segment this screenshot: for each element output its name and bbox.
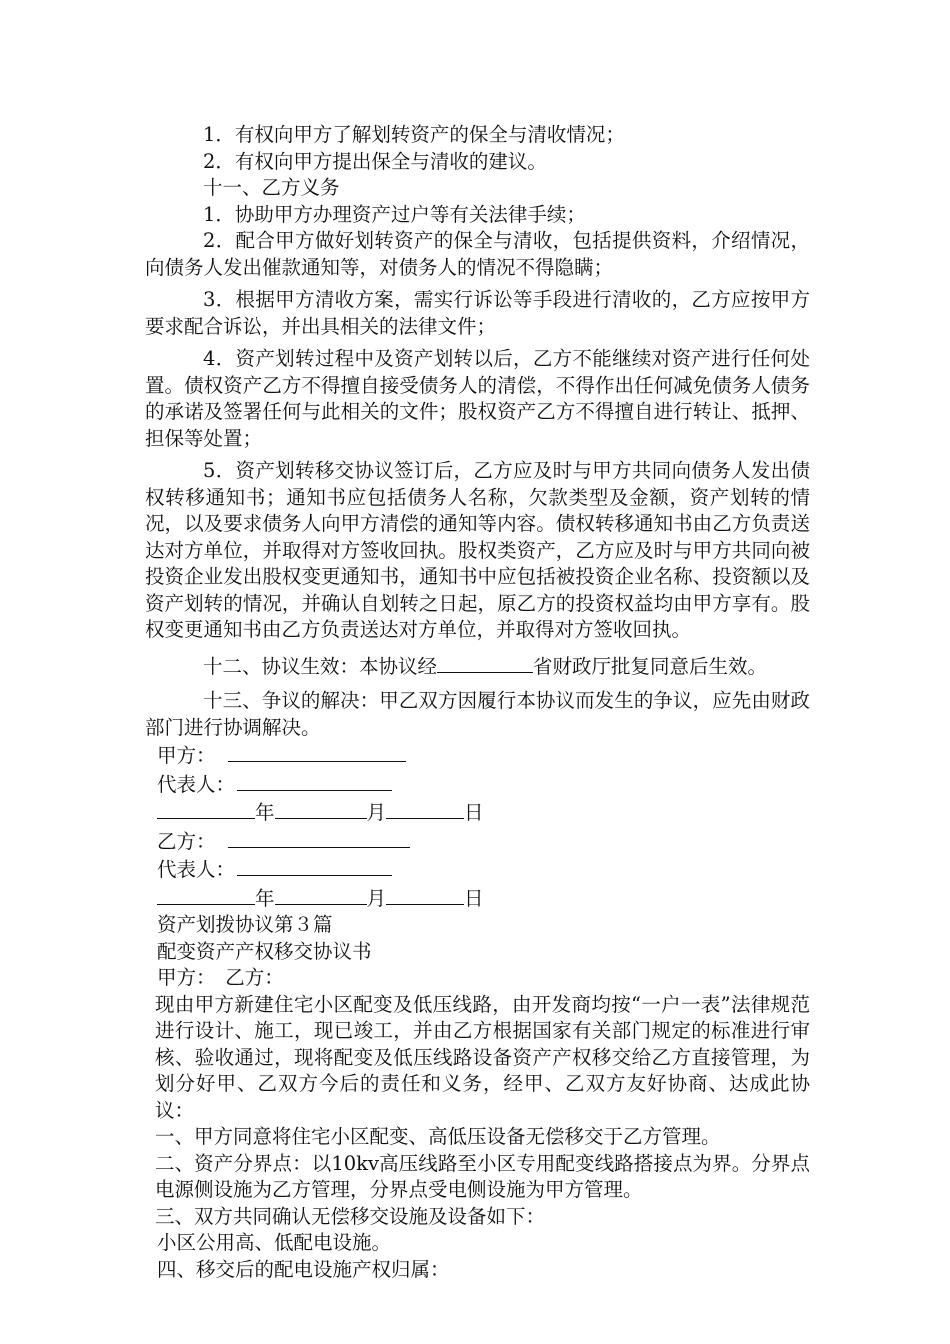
part3-clause4: 四、移交后的配电设施产权归属：	[157, 1257, 450, 1281]
day-label: 日	[464, 801, 484, 824]
part3-parties: 甲方： 乙方：	[157, 966, 284, 989]
section11-item3: 3．根据甲方清收方案，需实行诉讼等手段进行清收的，乙方应按甲方要求配合诉讼，并出具相关的法律文件；	[145, 288, 810, 338]
signature-rep-b	[145, 855, 810, 884]
year-blank	[157, 798, 255, 819]
rep-a-label: 代表人：	[157, 772, 236, 796]
section10-item1: 1．有权向甲方了解划转资产的保全与清收情况；	[203, 123, 625, 146]
party-b-label: 乙方：	[157, 829, 216, 853]
part3-title: 资产划拨协议第３篇	[157, 913, 333, 936]
section12-text-before: 十二、协议生效：本协议经	[203, 654, 438, 678]
part3-clause1: 一、甲方同意将住宅小区配变、高低压设备无偿移交于乙方管理。	[155, 1125, 721, 1148]
section11-item4: 4．资产划转过程中及资产划转以后，乙方不能继续对资产进行任何处置。债权资产乙方不得擅自接受债务人的清偿，不得作出任何减免债务人债务的承诺及签署任何与此相关的文件；股权资产乙方不得擅自进行转让、抵押、担保等处置；	[145, 347, 810, 450]
signature-date-a	[145, 798, 810, 827]
rep-b-label: 代表人：	[157, 858, 236, 881]
section11-item5: 5．资产划转移交协议签订后，乙方应及时与甲方共同向债务人发出债权转移通知书；通知书应包括债务人名称，欠款类型及金额，资产划转的情况，以及要求债务人向甲方清偿的通知等内容。债权转移通知书由乙方负责送达对方单位，并取得对方签收回执。股权类资产，乙方应及时与甲方共同向被投资企业发出股权变更通知书，通知书中应包括被投资企业名称、投资额以及资产划转的情况，并确认自划转之日起，原乙方的投资权益均由甲方享有。股权变更通知书由乙方负责送达对方单位，并取得对方签收回执。	[145, 459, 810, 641]
part3-clause3-item: 小区公用高、低配电设施。	[157, 1231, 392, 1254]
month-blank	[275, 798, 367, 819]
section11-item1: 1．协助甲方办理资产过户等有关法律手续；	[203, 202, 586, 226]
month-blank	[275, 884, 367, 905]
rep-a-blank	[237, 770, 392, 791]
part3-clause2: 二、资产分界点：以10kv高压线路至小区专用配变线路搭接点为界。分界点电源侧设施为乙方管理，分界点受电侧设施为甲方管理。	[155, 1151, 810, 1201]
section13-dispute: 十三、争议的解决：甲乙双方因履行本协议而发生的争议，应先由财政部门进行协调解决。	[145, 689, 810, 739]
part3-clause3: 三、双方共同确认无偿移交设施及设备如下：	[155, 1204, 546, 1228]
rep-b-blank	[237, 855, 392, 876]
year-blank	[157, 884, 255, 905]
fill-in-blank	[437, 652, 533, 673]
part3-intro: 现由甲方新建住宅小区配变及低压线路，由开发商均按“一户一表”法律规范进行设计、施工，现已竣工，并由乙方根据国家有关部门规定的标准进行审核、验收通过，现将配变及低压线路设备资产产权移交给乙方直接管理，为划分好甲、乙双方今后的责任和义务，经甲、乙双方友好协商、达成此协议：	[155, 992, 810, 1122]
section12-text-after: 省财政厅批复同意后生效。	[533, 654, 768, 678]
month-label: 月	[366, 886, 387, 910]
section12-effectiveness	[145, 652, 810, 681]
signature-date-b	[145, 884, 810, 913]
section11-item2: 2．配合甲方做好划转资产的保全与清收，包括提供资料，介绍情况，向债务人发出催款通知等，对债务人的情况不得隐瞒；	[145, 229, 810, 279]
day-blank	[386, 884, 464, 905]
signature-rep-a	[145, 770, 810, 799]
year-label: 年	[255, 886, 275, 910]
month-label: 月	[366, 801, 387, 824]
party-a-blank	[228, 741, 406, 762]
day-blank	[386, 798, 464, 819]
year-label: 年	[255, 801, 275, 824]
signature-party-b	[145, 827, 810, 856]
section11-heading: 十一、乙方义务	[203, 176, 340, 199]
day-label: 日	[464, 886, 484, 910]
part3-subtitle: 配变资产产权移交协议书	[157, 939, 372, 963]
document-page	[145, 122, 810, 1283]
party-a-label: 甲方：	[157, 744, 216, 767]
signature-party-a	[145, 741, 810, 770]
party-b-blank	[228, 827, 410, 848]
section10-item2: 2．有权向甲方提出保全与清收的建议。	[203, 149, 547, 173]
